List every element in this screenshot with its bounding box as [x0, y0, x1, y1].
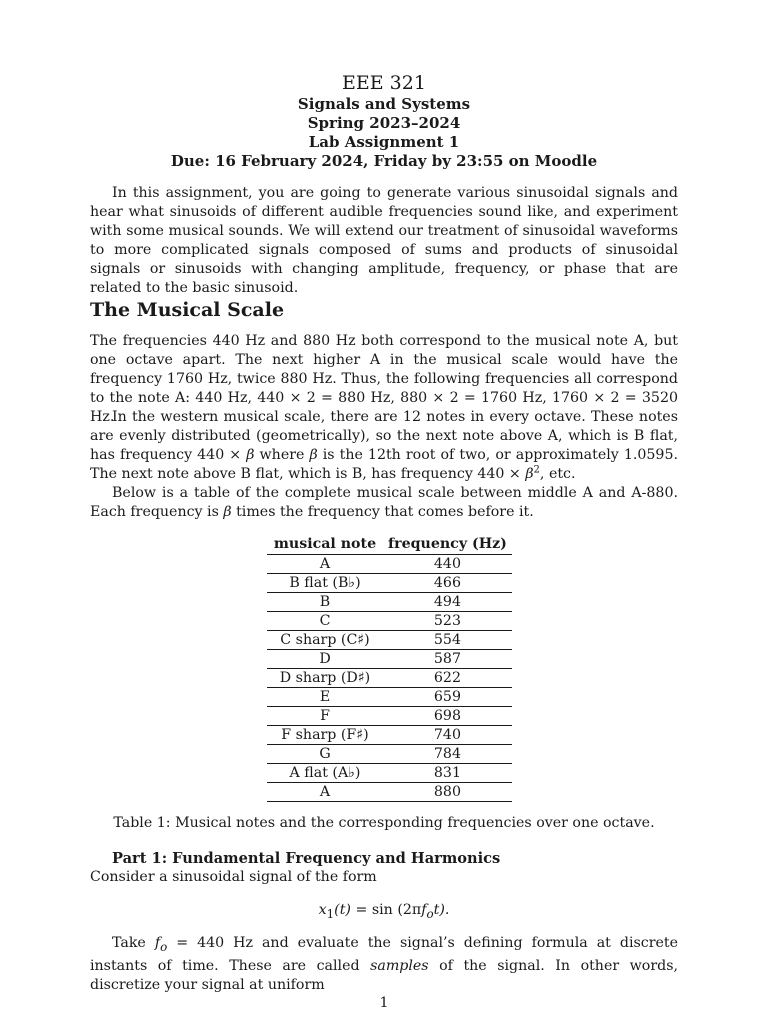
note-cell: D — [267, 650, 383, 669]
take-sub-o: o — [160, 939, 168, 954]
table-row — [267, 593, 512, 612]
table-intro-paragraph — [90, 484, 678, 522]
frequency-cell: 831 — [383, 764, 512, 783]
frequency-cell: 554 — [383, 631, 512, 650]
eq-arg-a: (2π — [392, 902, 422, 918]
take-f: f — [154, 935, 161, 951]
course-code: EEE 321 — [342, 72, 426, 94]
scale-text-4: , etc. — [539, 466, 576, 482]
due-date: Due: 16 February 2024, Friday by 23:55 on Moodle — [170, 152, 598, 170]
note-cell: A — [267, 783, 383, 802]
table-row — [267, 745, 512, 764]
table-row — [267, 574, 512, 593]
table-caption: Table 1: Musical notes and the corresponding frequencies over one octave. — [113, 815, 655, 831]
table-row — [267, 688, 512, 707]
term: Spring 2023–2024 — [307, 114, 461, 132]
frequency-cell: 466 — [383, 574, 512, 593]
part1-intro: Consider a sinusoidal signal of the form — [90, 869, 377, 885]
note-cell: C sharp (C♯) — [267, 631, 383, 650]
octave-paragraph: The frequencies 440 Hz and 880 Hz both correspond to the musical note A, but one octave apart. The next higher A in the musical scale would have the frequency 1760 Hz, twice 880 Hz. Thus, the following frequencies all correspond to the note A: 440 Hz, 440 × 2 = 880 Hz, 880 × 2 = 1760 Hz, 1760 × 2 = 3520 Hz. — [90, 333, 678, 425]
note-cell: F sharp (F♯) — [267, 726, 383, 745]
eq-sub-o: o — [426, 906, 434, 921]
scale-text-2: where — [254, 447, 310, 463]
table-row — [267, 612, 512, 631]
frequency-cell: 784 — [383, 745, 512, 764]
table-row — [267, 650, 512, 669]
header-musical-note: musical note — [267, 533, 383, 555]
table-row — [267, 669, 512, 688]
table-intro-text-1: Below is a table of the complete musical scale between middle A and A-880. Each frequency is — [90, 485, 678, 520]
table-row — [267, 764, 512, 783]
take-text-3: of the signal. In other words, discretize your signal at uniform — [90, 957, 678, 993]
beta-symbol: β — [309, 447, 318, 463]
frequency-cell: 698 — [383, 707, 512, 726]
frequency-cell: 622 — [383, 669, 512, 688]
note-cell: E — [267, 688, 383, 707]
beta-symbol: β — [246, 447, 255, 463]
note-cell: A flat (A♭) — [267, 764, 383, 783]
header-frequency: frequency (Hz) — [383, 533, 512, 555]
note-cell: F — [267, 707, 383, 726]
take-text-1: Take — [112, 935, 155, 951]
table-row — [267, 726, 512, 745]
note-cell: D sharp (D♯) — [267, 669, 383, 688]
take-text-2: = 440 Hz and evaluate the signal’s defining formula at discrete instants of time. These are called — [90, 935, 678, 974]
eq-mid: (t) = — [334, 902, 372, 918]
eq-f: f — [421, 902, 427, 918]
beta-symbol: β — [223, 504, 232, 520]
musical-notes-table — [267, 533, 512, 802]
frequency-cell: 494 — [383, 593, 512, 612]
section-title: The Musical Scale — [90, 299, 285, 321]
frequency-cell: 523 — [383, 612, 512, 631]
beta-symbol: β — [525, 466, 534, 482]
signal-equation — [0, 902, 768, 921]
sampling-paragraph — [90, 934, 678, 995]
scale-text-3: is the 12th root of two, or approximately 1.0595. The next note above B flat, which is B, has frequency 440 × — [90, 447, 678, 482]
frequency-cell: 440 — [383, 555, 512, 574]
scale-text-1: In the western musical scale, there are 12 notes in every octave. These notes are evenly distributed (geometrically), so the next note above A, which is B flat, has frequency 440 × — [90, 409, 678, 463]
samples-emphasis: samples — [370, 957, 429, 974]
note-cell: C — [267, 612, 383, 631]
table-header-row — [267, 533, 512, 555]
part1-title: Part 1: Fundamental Frequency and Harmonics — [112, 850, 501, 867]
eq-sin: sin — [371, 902, 393, 918]
note-cell: G — [267, 745, 383, 764]
intro-paragraph: In this assignment, you are going to generate various sinusoidal signals and hear what sinusoids of different audible frequencies sound like, and experiment with some musical sounds. We will extend our treatment of sinusoidal waveforms to more complicated signals composed of sums and products of sinusoidal signals or sinusoids with changing amplitude, frequency, or phase that are related to the basic sinusoid. — [90, 185, 678, 296]
page-number: 1 — [379, 995, 389, 1011]
table-row — [267, 783, 512, 802]
table-row — [267, 631, 512, 650]
frequency-cell: 740 — [383, 726, 512, 745]
table-intro-text-2: times the frequency that comes before it. — [231, 504, 534, 520]
course-subject: Signals and Systems — [297, 95, 471, 113]
eq-arg-b: t). — [433, 902, 450, 918]
table-row — [267, 555, 512, 574]
assignment-title: Lab Assignment 1 — [308, 133, 460, 151]
note-cell: B flat (B♭) — [267, 574, 383, 593]
note-cell: A — [267, 555, 383, 574]
eq-x: x — [318, 902, 327, 918]
eq-sub-1: 1 — [326, 906, 335, 921]
table-row — [267, 707, 512, 726]
western-scale-paragraph — [90, 408, 678, 484]
note-cell: B — [267, 593, 383, 612]
frequency-cell: 587 — [383, 650, 512, 669]
frequency-cell: 880 — [383, 783, 512, 802]
exponent: 2 — [533, 464, 540, 476]
frequency-cell: 659 — [383, 688, 512, 707]
